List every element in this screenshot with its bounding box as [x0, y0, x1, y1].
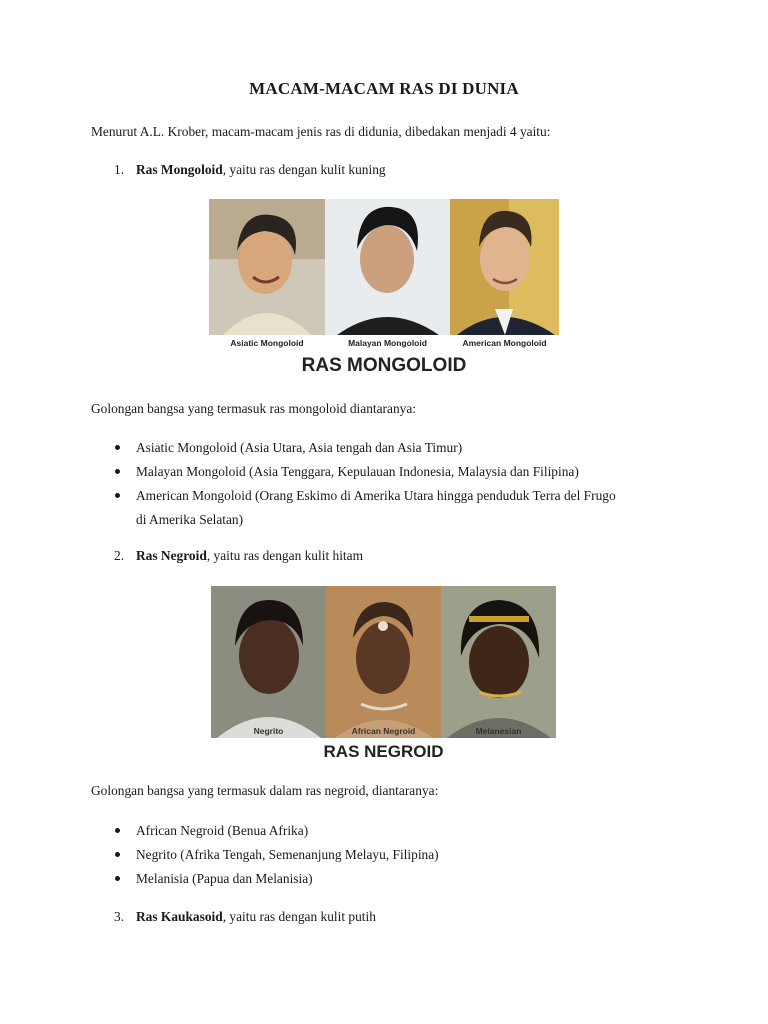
negroid-member-list: [114, 819, 694, 891]
group-intro: Golongan bangsa yang termasuk ras mongoloid diantaranya:: [91, 401, 417, 416]
race-name: Ras Negroid: [136, 548, 207, 563]
list-item: American Mongoloid (Orang Eskimo di Amerika Utara hingga penduduk Terra del Frugo: [114, 484, 694, 507]
race-item-kaukasoid: [114, 909, 376, 925]
race-description: , yaitu ras dengan kulit kuning: [222, 162, 386, 177]
race-name: Ras Mongoloid: [136, 162, 223, 177]
bullet-icon: [115, 469, 120, 474]
bullet-icon: [115, 445, 120, 450]
negroid-photos: [211, 586, 556, 738]
figure-label: African Negroid: [351, 726, 416, 736]
list-item: African Negroid (Benua Afrika): [114, 819, 694, 842]
figure-mongoloid: [209, 199, 559, 381]
item-number: 2.: [114, 548, 125, 563]
figure-label: American Mongoloid: [462, 338, 547, 348]
figure-negroid: [211, 586, 556, 766]
race-description: , yaitu ras dengan kulit hitam: [206, 548, 364, 563]
figure-label: Melanesian: [475, 726, 522, 736]
list-item-continuation: di Amerika Selatan): [136, 512, 244, 527]
mongoloid-member-list: [114, 436, 694, 532]
figure-label: Asiatic Mongoloid: [230, 338, 304, 348]
mongoloid-photos: [209, 199, 559, 335]
bullet-icon: [115, 493, 120, 498]
bullet-icon: [115, 852, 120, 857]
list-item: Asiatic Mongoloid (Asia Utara, Asia tengah dan Asia Timur): [114, 436, 694, 459]
intro-paragraph: Menurut A.L. Krober, macam-macam jenis ras di didunia, dibedakan menjadi 4 yaitu:: [91, 124, 551, 139]
figure-label: Negrito: [253, 726, 284, 736]
figure-caption: RAS NEGROID: [323, 742, 444, 761]
list-item: Negrito (Afrika Tengah, Semenanjung Melayu, Filipina): [114, 843, 694, 866]
item-number: 3.: [114, 909, 125, 924]
figure-caption: RAS MONGOLOID: [301, 355, 467, 376]
item-number: 1.: [114, 162, 125, 177]
page-title: MACAM-MACAM RAS DI DUNIA: [249, 79, 519, 98]
list-item: Malayan Mongoloid (Asia Tenggara, Kepulauan Indonesia, Malaysia dan Filipina): [114, 460, 694, 483]
group-intro: Golongan bangsa yang termasuk dalam ras negroid, diantaranya:: [91, 783, 439, 798]
list-item: Melanisia (Papua dan Melanisia): [114, 867, 694, 890]
race-name: Ras Kaukasoid: [136, 909, 223, 924]
race-item-mongoloid: [114, 162, 386, 178]
figure-label: Malayan Mongoloid: [348, 338, 427, 348]
bullet-icon: [115, 828, 120, 833]
race-description: , yaitu ras dengan kulit putih: [222, 909, 376, 924]
bullet-icon: [115, 876, 120, 881]
race-item-negroid: [114, 548, 363, 564]
